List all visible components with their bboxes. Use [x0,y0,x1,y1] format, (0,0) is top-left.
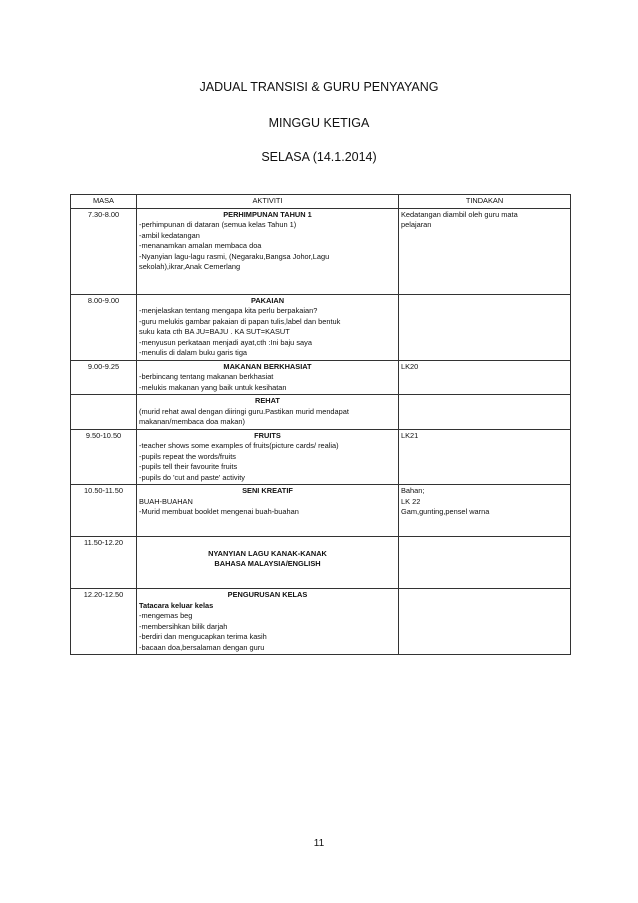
activity-heading: PENGURUSAN KELAS [227,590,308,599]
activity-heading: FRUITS [254,430,281,440]
tindakan-line: LK 22 [401,496,421,506]
activity-line: sekolah),ikrar,Anak Cemerlang [139,262,241,271]
cell-masa [71,395,137,430]
cell-aktiviti [137,429,399,485]
cell-aktiviti [137,360,399,395]
table-row [71,485,571,537]
cell-masa: 9.50-10.50 [71,429,137,485]
activity-center-line: BAHASA MALAYSIA/ENGLISH [214,559,321,568]
column-header-aktiviti: AKTIVITI [137,195,399,209]
cell-aktiviti [137,294,399,360]
date-label: SELASA (14.1.2014) [261,150,377,164]
cell-aktiviti [137,485,399,537]
table-row [71,360,571,395]
document-title: JADUAL TRANSISI & GURU PENYAYANG [199,80,439,94]
cell-masa: 7.30-8.00 [71,208,137,294]
cell-tindakan [399,537,571,589]
schedule-table [70,194,571,655]
activity-heading: SENI KREATIF [242,486,293,495]
table-row [71,294,571,360]
tindakan-line: Gam,gunting,pensel warna [401,507,490,516]
cell-tindakan [399,360,571,395]
column-header-tindakan: TINDAKAN [399,195,571,209]
cell-tindakan [399,589,571,655]
activity-line: -ambil kedatangan [139,230,200,240]
cell-aktiviti [137,589,399,655]
cell-tindakan [399,208,571,294]
activity-subheading: Tatacara keluar kelas [139,600,214,610]
activity-line: -Murid membuat booklet mengenai buah-buahan [139,507,299,516]
table-row [71,208,571,294]
activity-center-line: NYANYIAN LAGU KANAK-KANAK [208,548,327,558]
column-header-masa: MASA [71,195,137,209]
table-row [71,395,571,430]
activity-heading: PERHIMPUNAN TAHUN 1 [223,209,312,219]
activity-line: makanan/membaca doa makan) [139,417,245,426]
activity-line: -Nyanyian lagu-lagu rasmi, (Negaraku,Bangsa Johor,Lagu [139,251,330,261]
table-header-row [71,195,571,209]
activity-heading: REHAT [255,396,280,405]
cell-masa: 10.50-11.50 [71,485,137,537]
activity-line: -mengemas beg [139,611,193,620]
activity-line: -perhimpunan di dataran (semua kelas Tahun 1) [139,220,297,229]
table-row [71,537,571,589]
cell-masa: 11.50-12.20 [71,537,137,589]
schedule-body [71,208,571,655]
cell-tindakan [399,395,571,430]
activity-line: (murid rehat awal dengan diiringi guru.Pastikan murid mendapat [139,406,349,416]
cell-tindakan [399,485,571,537]
cell-tindakan [399,429,571,485]
cell-masa: 8.00-9.00 [71,294,137,360]
cell-aktiviti [137,395,399,430]
page-number: 11 [313,838,325,849]
activity-line: -melukis makanan yang baik untuk kesihatan [139,382,287,392]
activity-line: -pupils tell their favourite fruits [139,462,238,471]
activity-line: -guru melukis gambar pakaian di papan tulis,label dan bentuk [139,316,341,326]
activity-line: -menanamkan amalan membaca doa [139,241,262,250]
cell-masa: 12.20-12.50 [71,589,137,655]
activity-line: -menjelaskan tentang mengapa kita perlu berpakaian? [139,306,318,315]
activity-line: -bacaan doa,bersalaman dengan guru [139,642,265,652]
activity-line: suku kata cth BA JU=BAJU . KA SUT=KASUT [139,327,290,336]
week-label: MINGGU KETIGA [268,116,370,130]
cell-tindakan [399,294,571,360]
tindakan-line: Bahan; [401,486,425,495]
table-row [71,429,571,485]
tindakan-line: Kedatangan diambil oleh guru mata [401,209,518,219]
activity-line: BUAH-BUAHAN [139,496,193,506]
activity-heading: MAKANAN BERKHASIAT [223,361,312,371]
activity-line: -pupils do 'cut and paste' activity [139,472,245,482]
table-row [71,589,571,655]
activity-line: -teacher shows some examples of fruits(picture cards/ realia) [139,441,339,450]
activity-heading: PAKAIAN [250,295,285,305]
tindakan-line: LK20 [401,361,419,371]
activity-line: -berbincang tentang makanan berkhasiat [139,372,274,381]
tindakan-line: LK21 [401,430,419,440]
activity-line: -menulis di dalam buku garis tiga [139,348,248,357]
activity-line: -berdiri dan mengucapkan terima kasih [139,632,267,641]
cell-aktiviti [137,208,399,294]
activity-line: -menyusun perkataan menjadi ayat,cth :Ini baju saya [139,337,312,347]
activity-line: -membersihkan bilik darjah [139,621,228,631]
activity-line: -pupils repeat the words/fruits [139,451,236,461]
cell-masa: 9.00-9.25 [71,360,137,395]
tindakan-line: pelajaran [401,220,432,229]
cell-aktiviti [137,537,399,589]
